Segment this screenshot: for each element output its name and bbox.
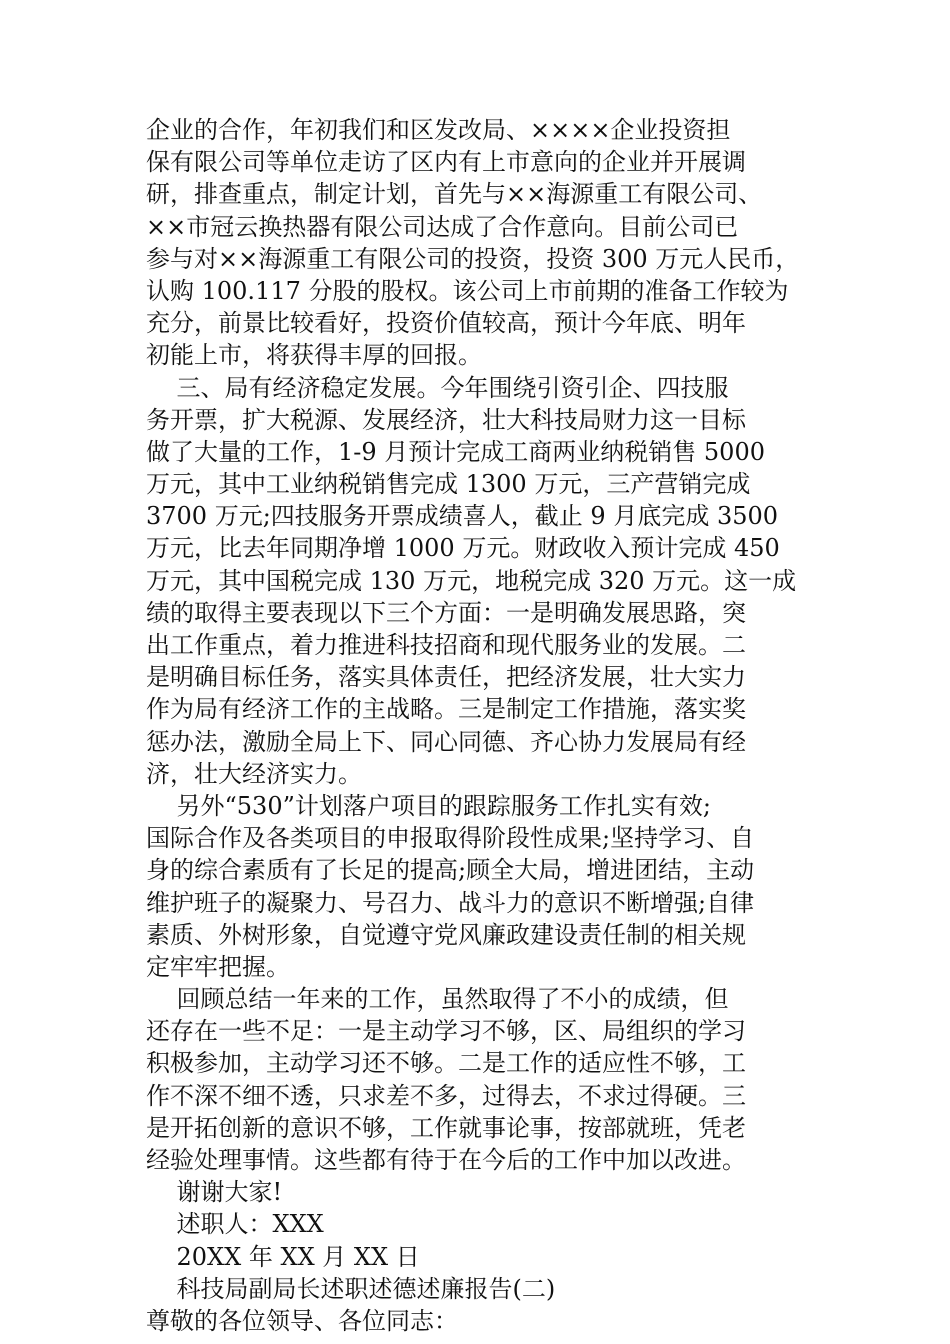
text-line: 参与对××海源重工有限公司的投资，投资 300 万元人民币， <box>146 244 800 273</box>
text-line: 惩办法，激励全局上下、同心同德、齐心协力发展局有经 <box>146 727 746 756</box>
text-line: 保有限公司等单位走访了区内有上市意向的企业并开展调 <box>146 148 746 177</box>
text-line: 万元，其中国税完成 130 万元，地税完成 320 万元。这一成 <box>146 566 797 595</box>
text-line: 回顾总结一年来的工作，虽然取得了不小的成绩，但 <box>146 985 729 1014</box>
text-line: 务开票，扩大税源、发展经济，壮大科技局财力这一目标 <box>146 405 746 434</box>
text-line: ××市冠云换热器有限公司达成了合作意向。目前公司已 <box>146 212 739 241</box>
text-line: 素质、外树形象，自觉遵守党风廉政建设责任制的相关规 <box>146 920 746 949</box>
text-line: 万元，其中工业纳税销售完成 1300 万元，三产营销完成 <box>146 470 751 499</box>
text-line: 济，壮大经济实力。 <box>146 759 362 788</box>
text-line: 还存在一些不足：一是主动学习不够，区、局组织的学习 <box>146 1017 746 1046</box>
text-line: 做了大量的工作，1-9 月预计完成工商两业纳税销售 5000 <box>146 437 765 466</box>
text-line: 万元，比去年同期净增 1000 万元。财政收入预计完成 450 <box>146 534 780 563</box>
document-body <box>146 114 826 1337</box>
text-line: 身的综合素质有了长足的提高;顾全大局，增进团结，主动 <box>146 856 755 885</box>
text-line: 充分，前景比较看好，投资价值较高，预计今年底、明年 <box>146 309 746 338</box>
text-line: 绩的取得主要表现以下三个方面：一是明确发展思路，突 <box>146 598 746 627</box>
text-line: 作不深不细不透，只求差不多，过得去，不求过得硬。三 <box>146 1081 746 1110</box>
closing-thanks: 谢谢大家! <box>146 1178 283 1207</box>
salutation: 尊敬的各位领导、各位同志： <box>146 1306 458 1335</box>
text-line: 认购 100.117 分股的股权。该公司上市前期的准备工作较为 <box>146 276 789 305</box>
text-line: 研，排查重点，制定计划，首先与××海源重工有限公司、 <box>146 180 763 209</box>
text-line: 初能上市，将获得丰厚的回报。 <box>146 341 482 370</box>
text-line: 另外“530”计划落户项目的跟踪服务工作扎实有效; <box>146 791 711 820</box>
text-line: 维护班子的凝聚力、号召力、战斗力的意识不断增强;自律 <box>146 888 755 917</box>
text-line: 国际合作及各类项目的申报取得阶段性成果;坚持学习、自 <box>146 824 755 853</box>
text-line: 企业的合作，年初我们和区发改局、××××企业投资担 <box>146 116 731 144</box>
text-line: 是开拓创新的意识不够，工作就事论事，按部就班，凭老 <box>146 1113 746 1142</box>
text-line: 积极参加，主动学习还不够。二是工作的适应性不够，工 <box>146 1049 746 1078</box>
text-line: 是明确目标任务，落实具体责任，把经济发展，壮大实力 <box>146 663 746 692</box>
text-line: 作为局有经济工作的主战略。三是制定工作措施，落实奖 <box>146 695 746 724</box>
text-line: 三、局有经济稳定发展。今年围绕引资引企、四技服 <box>146 373 729 402</box>
text-line: 出工作重点，着力推进科技招商和现代服务业的发展。二 <box>146 631 746 659</box>
next-report-title: 科技局副局长述职述德述廉报告(二) <box>146 1274 556 1303</box>
text-line: 3700 万元;四技服务开票成绩喜人，截止 9 月底完成 3500 <box>146 502 779 531</box>
text-line: 经验处理事情。这些都有待于在今后的工作中加以改进。 <box>146 1146 746 1174</box>
reporter-signature: 述职人：XXX <box>146 1210 324 1239</box>
report-date: 20XX 年 XX 月 XX 日 <box>146 1242 420 1271</box>
text-line: 定牢牢把握。 <box>146 952 290 981</box>
